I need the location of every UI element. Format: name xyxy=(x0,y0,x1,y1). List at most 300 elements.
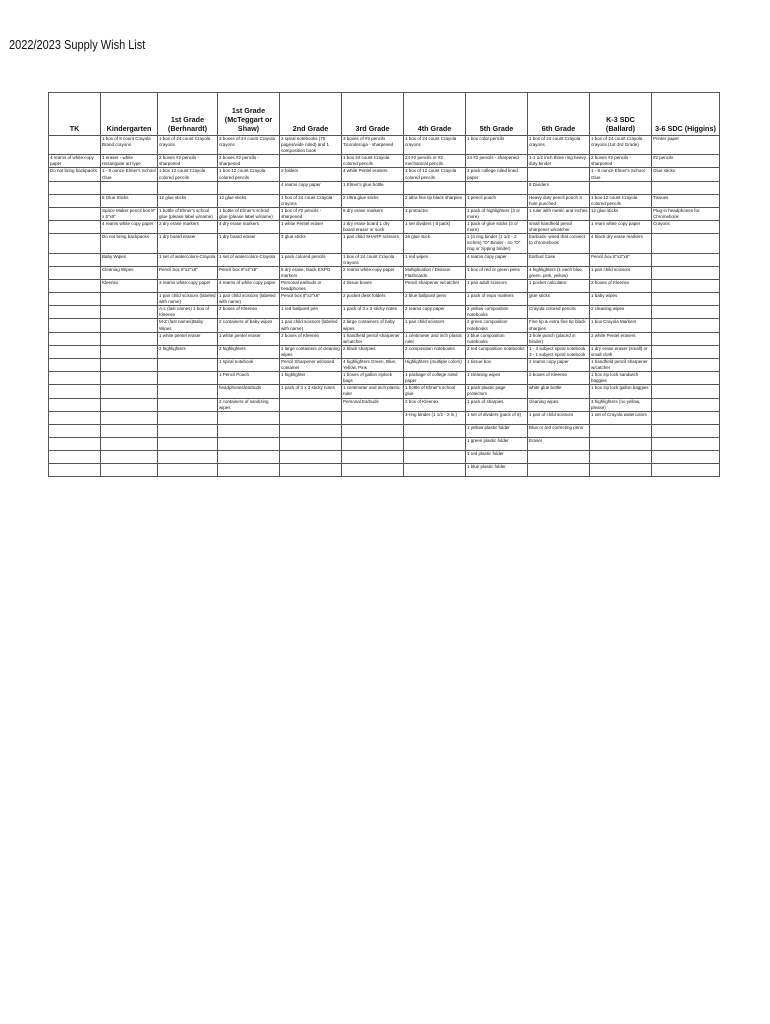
table-cell xyxy=(404,234,466,253)
cell-text: 1 box of 24 count Crayola crayons (1st-3rd Grade) xyxy=(591,136,643,148)
table-cell xyxy=(49,155,101,168)
cell-text: A-L (last names) 1 box of Kleenex xyxy=(159,306,210,318)
cell-text: Pencil Sharpener w/closed container xyxy=(281,359,335,371)
table-cell xyxy=(652,293,720,306)
table-cell xyxy=(158,221,218,234)
table-cell xyxy=(404,136,466,155)
table-row xyxy=(49,207,720,220)
table-cell xyxy=(466,207,528,220)
cell-text: 1 pair adult scissors xyxy=(467,279,507,285)
column-header: K-3 SDC (Ballard) xyxy=(590,93,652,136)
cell-text: 1 red ballpoint pen xyxy=(281,306,319,312)
table-cell xyxy=(652,266,720,279)
table-cell xyxy=(528,411,590,424)
table-cell xyxy=(158,306,218,319)
table-cell xyxy=(466,136,528,155)
cell-text: 1 pack of sharpies xyxy=(467,398,504,404)
cell-text: 2 blue ballpoint pens xyxy=(405,293,447,299)
table-cell xyxy=(342,168,404,181)
table-cell xyxy=(652,207,720,220)
cell-text: Personal earbuds or headphones xyxy=(281,279,322,291)
cell-text: Plug-in headphones for Chromebook xyxy=(653,207,700,219)
table-body xyxy=(49,136,720,477)
table-cell xyxy=(101,450,158,463)
cell-text: 2 composition notebooks xyxy=(405,345,455,351)
column-header: 3-6 SDC (Higgins) xyxy=(652,93,720,136)
table-cell xyxy=(158,437,218,450)
table-cell xyxy=(590,450,652,463)
table-cell xyxy=(101,332,158,345)
table-cell xyxy=(528,463,590,476)
table-cell xyxy=(652,155,720,168)
table-cell xyxy=(218,168,280,181)
cell-text: Do not bring backpacks xyxy=(50,168,98,174)
table-cell xyxy=(101,253,158,266)
table-cell xyxy=(466,181,528,194)
table-cell xyxy=(158,398,218,411)
table-cell xyxy=(652,385,720,398)
cell-text: 24 #2 pencils - sharpened xyxy=(467,155,519,161)
cell-text: 4 reams white copy paper xyxy=(102,221,154,227)
cell-text: 1 box of 24 count Crayola crayons xyxy=(159,136,211,148)
table-cell xyxy=(280,450,342,463)
table-cell xyxy=(218,253,280,266)
table-cell xyxy=(342,372,404,385)
table-cell xyxy=(528,306,590,319)
cell-text: 4 highlighters Green, Blue, Yellow, Pink xyxy=(343,359,397,371)
cell-text: 1 pack of highlighters (3 or more) xyxy=(467,207,521,219)
table-cell xyxy=(590,194,652,207)
table-cell xyxy=(218,332,280,345)
cell-text: 2 boxes of Kleenex xyxy=(219,306,258,312)
table-cell xyxy=(528,207,590,220)
table-row xyxy=(49,181,720,194)
cell-text: 1 red wipes xyxy=(405,253,429,259)
table-cell xyxy=(342,359,404,372)
cell-text: headphones/earbuds xyxy=(219,385,262,391)
cell-text: 1 bottle of Elmer's school glue (please label w/name) xyxy=(159,207,213,219)
table-cell xyxy=(280,194,342,207)
table-cell xyxy=(590,155,652,168)
table-cell xyxy=(652,306,720,319)
cell-text: 1 white pentel eraser xyxy=(219,332,261,338)
table-cell xyxy=(590,306,652,319)
table-cell xyxy=(466,253,528,266)
table-cell xyxy=(101,221,158,234)
cell-text: 2 highlighters xyxy=(159,345,186,351)
table-cell xyxy=(404,306,466,319)
cell-text: Printer paper xyxy=(653,136,680,141)
cell-text: 2 folders xyxy=(281,168,299,174)
cell-text: 1 pair child scissors xyxy=(591,266,631,272)
table-cell xyxy=(404,359,466,372)
table-cell xyxy=(466,319,528,332)
cell-text: 12 glue sticks xyxy=(591,207,619,213)
table-cell xyxy=(158,168,218,181)
table-cell xyxy=(101,345,158,358)
cell-text: 2 containers of baby wipes xyxy=(219,319,273,325)
cell-text: 1 Pencil Pouch xyxy=(219,372,250,378)
table-cell xyxy=(404,181,466,194)
table-cell xyxy=(528,234,590,253)
table-cell xyxy=(466,194,528,207)
table-row xyxy=(49,332,720,345)
table-cell xyxy=(466,332,528,345)
table-cell xyxy=(342,155,404,168)
table-cell xyxy=(218,207,280,220)
table-cell xyxy=(404,155,466,168)
table-cell xyxy=(342,181,404,194)
cell-text: Fine tip & extra fine tip black sharpies xyxy=(529,319,586,331)
cell-text: 1 pack plastic page protectors xyxy=(467,385,506,397)
cell-text: 2 boxes #2 pencils - sharpened xyxy=(591,155,632,167)
cell-text: 16 glue stick xyxy=(405,234,431,240)
table-row xyxy=(49,168,720,181)
cell-text: glue sticks xyxy=(529,293,551,299)
table-cell xyxy=(280,253,342,266)
table-row xyxy=(49,345,720,358)
cell-text: Pencil box 8"x2"x6" xyxy=(591,253,630,259)
table-cell xyxy=(280,155,342,168)
table-row xyxy=(49,234,720,253)
table-cell xyxy=(342,136,404,155)
table-row xyxy=(49,359,720,372)
cell-text: 1 ream white copy paper xyxy=(591,221,641,227)
table-cell xyxy=(466,221,528,234)
cell-text: 8 Glue Sticks xyxy=(102,194,129,200)
table-cell xyxy=(101,234,158,253)
table-cell xyxy=(158,424,218,437)
cell-text: 1 yellow plastic folder xyxy=(467,424,510,430)
table-cell xyxy=(218,221,280,234)
cell-text: Blue or red correcting pens xyxy=(529,424,584,430)
table-cell xyxy=(280,293,342,306)
cell-text: Eraser xyxy=(529,437,543,443)
table-cell xyxy=(158,359,218,372)
table-cell xyxy=(101,372,158,385)
table-row xyxy=(49,398,720,411)
cell-text: 1 spiral notebook xyxy=(219,359,254,364)
cell-text: Glue sticks xyxy=(653,168,676,174)
table-cell xyxy=(49,136,101,155)
cell-text: 1 handheld pencil sharpener w/catcher xyxy=(591,359,648,371)
table-cell xyxy=(49,253,101,266)
cell-text: 1-1 1/2 inch three ring heavy duty binder xyxy=(529,155,587,167)
cell-text: 1 red plastic folder xyxy=(467,450,504,456)
table-cell xyxy=(49,359,101,372)
table-cell xyxy=(528,221,590,234)
table-cell xyxy=(404,293,466,306)
table-cell xyxy=(466,450,528,463)
cell-text: Crayola colored pencils xyxy=(529,306,576,312)
cell-text: 3 reams white copy paper xyxy=(159,279,211,285)
cell-text: 2 yellow composition notebooks xyxy=(467,306,509,318)
cell-text: 1 cleaning wipes xyxy=(467,372,501,378)
table-cell xyxy=(590,424,652,437)
table-row xyxy=(49,450,720,463)
cell-text: 2 green composition notebooks xyxy=(467,319,508,331)
table-cell xyxy=(652,424,720,437)
cell-text: 3 hole punch (placed in binder) xyxy=(529,332,576,344)
cell-text: small handheld pencil sharpener w/catcher xyxy=(529,221,573,233)
table-cell xyxy=(280,359,342,372)
cell-text: Personal Earbuds xyxy=(343,398,379,404)
cell-text: Pencil sharpener w/catcher xyxy=(405,279,460,285)
cell-text: 2 boxes of Kleenex xyxy=(591,279,630,285)
table-cell xyxy=(280,168,342,181)
cell-text: #2 pencils xyxy=(653,155,674,161)
table-cell xyxy=(218,385,280,398)
cell-text: 8 dry erase, black EXPO markers xyxy=(281,266,331,278)
table-cell xyxy=(158,293,218,306)
cell-text: 2 containers of sanitizing wipes xyxy=(219,398,269,410)
table-cell xyxy=(466,306,528,319)
table-cell xyxy=(49,398,101,411)
table-cell xyxy=(342,266,404,279)
cell-text: 4 dry erase markers xyxy=(219,221,260,227)
table-cell xyxy=(158,136,218,155)
table-cell xyxy=(49,168,101,181)
table-cell xyxy=(342,319,404,332)
cell-text: 1 set of dividers (pack of 8) xyxy=(467,411,522,417)
cell-text: 1 blue plastic folder xyxy=(467,463,506,469)
table-cell xyxy=(280,424,342,437)
table-cell xyxy=(280,221,342,234)
cell-text: 2 pack college ruled lined paper xyxy=(467,168,518,180)
cell-text: 1 box color pencils xyxy=(467,136,505,141)
table-cell xyxy=(218,155,280,168)
table-row xyxy=(49,463,720,476)
table-cell xyxy=(590,253,652,266)
table-cell xyxy=(218,411,280,424)
table-cell xyxy=(652,359,720,372)
table-cell xyxy=(528,266,590,279)
cell-text: 1 box 12 count Crayola colored pencils xyxy=(219,168,266,180)
table-cell xyxy=(280,385,342,398)
table-cell xyxy=(528,155,590,168)
table-cell xyxy=(342,207,404,220)
table-cell xyxy=(101,266,158,279)
table-cell xyxy=(218,136,280,155)
table-cell xyxy=(158,450,218,463)
column-header: 4th Grade xyxy=(404,93,466,136)
table-cell xyxy=(49,234,101,253)
cell-text: white glue bottle xyxy=(529,385,562,391)
table-cell xyxy=(466,372,528,385)
cell-text: 1 handheld pencil sharpener w/catcher xyxy=(343,332,400,344)
table-cell xyxy=(218,359,280,372)
table-cell xyxy=(218,437,280,450)
cell-text: 2 blue composition notebooks xyxy=(467,332,505,344)
table-cell xyxy=(652,136,720,155)
table-cell xyxy=(158,319,218,332)
cell-text: 8 dry erase markers xyxy=(343,207,384,213)
cell-text: 1 protractor xyxy=(405,207,429,213)
table-cell xyxy=(466,424,528,437)
table-cell xyxy=(652,253,720,266)
cell-text: 1 pair child SHARP scissors xyxy=(343,234,399,240)
cell-text: 3 boxes of 24 count Crayola crayons xyxy=(219,136,276,148)
table-cell xyxy=(49,332,101,345)
table-cell xyxy=(404,266,466,279)
cell-text: 2 dry erase markers xyxy=(159,221,200,227)
table-cell xyxy=(280,306,342,319)
table-cell xyxy=(466,411,528,424)
table-cell xyxy=(342,424,404,437)
table-row xyxy=(49,136,720,155)
table-cell xyxy=(404,221,466,234)
table-cell xyxy=(101,306,158,319)
table-cell xyxy=(49,306,101,319)
cell-text: 1 eraser - white rectangular art type xyxy=(102,155,141,167)
table-cell xyxy=(280,463,342,476)
table-cell xyxy=(404,279,466,292)
cell-text: 1 dry board eraser xyxy=(159,234,196,240)
table-cell xyxy=(49,437,101,450)
table-cell xyxy=(528,253,590,266)
cell-text: 1 pair child scissors (labeled with name) xyxy=(159,293,216,305)
cell-text: 1 box 12 count Crayola colored pencils xyxy=(159,168,206,180)
table-cell xyxy=(101,385,158,398)
cell-text: 2 spiral notebooks (70 pages/wide ruled) and 1 composition book xyxy=(281,136,330,154)
table-cell xyxy=(49,345,101,358)
cell-text: 4 white Pentel erasers xyxy=(343,168,388,174)
header-row xyxy=(49,93,720,136)
table-cell xyxy=(404,207,466,220)
cell-text: 1 baby wipes xyxy=(591,293,618,299)
table-cell xyxy=(49,221,101,234)
table-cell xyxy=(218,194,280,207)
table-cell xyxy=(528,450,590,463)
table-row xyxy=(49,279,720,292)
table-cell xyxy=(49,266,101,279)
table-cell xyxy=(652,372,720,385)
table-cell xyxy=(280,266,342,279)
table-cell xyxy=(466,168,528,181)
table-cell xyxy=(466,385,528,398)
table-row xyxy=(49,411,720,424)
table-cell xyxy=(404,385,466,398)
table-cell xyxy=(652,279,720,292)
cell-text: 1 - 3 subject spiral notebook 3 - 1 subject spiral notebook xyxy=(529,345,586,357)
table-cell xyxy=(280,181,342,194)
cell-text: 2 reams white copy paper xyxy=(343,266,395,272)
table-cell xyxy=(404,194,466,207)
table-cell xyxy=(404,332,466,345)
table-cell xyxy=(218,398,280,411)
page-title: 2022/2023 Supply Wish List xyxy=(9,38,146,52)
table-cell xyxy=(158,332,218,345)
cell-text: 1 pair child scissors (labeled with name) xyxy=(219,293,276,305)
table-cell xyxy=(590,437,652,450)
cell-text: 1 box of 24 count Crayola crayons xyxy=(343,253,395,265)
column-header: 5th Grade xyxy=(466,93,528,136)
cell-text: 12 glue sticks xyxy=(219,194,247,200)
cell-text: M-Z (last names)Baby Wipes xyxy=(159,319,204,331)
table-cell xyxy=(280,234,342,253)
table-cell xyxy=(158,194,218,207)
table-cell xyxy=(101,136,158,155)
table-cell xyxy=(590,398,652,411)
cell-text: Pencil box 8"x2"x6" xyxy=(159,266,198,272)
table-cell xyxy=(101,194,158,207)
cell-text: 1 highlighter xyxy=(281,372,306,378)
table-cell xyxy=(652,463,720,476)
table-row xyxy=(49,253,720,266)
table-cell xyxy=(342,279,404,292)
table-cell xyxy=(158,345,218,358)
cell-text: 4 reams of white copy paper xyxy=(50,155,94,167)
cell-text: 2 large containers of cleaning wipes xyxy=(281,345,340,357)
table-cell xyxy=(218,450,280,463)
cell-text: Earbuds- wired that connect to chromebook xyxy=(529,234,586,246)
cell-text: 1 pair child scissors (labeled with name) xyxy=(281,319,338,331)
table-cell xyxy=(590,168,652,181)
cell-text: 2 large containers of baby wipes xyxy=(343,319,395,331)
cell-text: 1 tissue box xyxy=(467,359,492,364)
column-header: Kindergarten xyxy=(101,93,158,136)
cell-text: 1 pair of child scissors xyxy=(529,411,574,417)
cell-text: Pencil box 8"x2"x6" xyxy=(219,266,258,272)
table-cell xyxy=(590,372,652,385)
cell-text: 1 box zip lock gallon baggies xyxy=(591,385,649,391)
table-cell xyxy=(528,345,590,358)
table-cell xyxy=(466,234,528,253)
table-cell xyxy=(101,411,158,424)
cell-text: 2 ultra fine tip black sharpies xyxy=(405,194,463,200)
table-cell xyxy=(590,234,652,253)
cell-text: 1 box Crayola Markers xyxy=(591,319,637,325)
cell-text: 1 package of college ruled paper xyxy=(405,372,458,384)
table-cell xyxy=(101,181,158,194)
table-cell xyxy=(652,437,720,450)
table-cell xyxy=(280,319,342,332)
cell-text: 4 reams of white copy paper xyxy=(219,279,276,285)
cell-text: 2 boxes of Kleenex xyxy=(281,332,320,338)
table-cell xyxy=(590,332,652,345)
table-cell xyxy=(280,136,342,155)
table-cell xyxy=(342,306,404,319)
cell-text: 4 tissue boxes xyxy=(343,279,372,285)
table-cell xyxy=(590,319,652,332)
table-cell xyxy=(404,345,466,358)
table-row xyxy=(49,194,720,207)
cell-text: Baby Wipes xyxy=(102,253,127,259)
cell-text: 2 Ultra glue sticks xyxy=(343,194,379,200)
cell-text: 2 boxes #2 pencils - sharpened xyxy=(159,155,200,167)
table-cell xyxy=(218,306,280,319)
table-cell xyxy=(466,279,528,292)
cell-text: 1 set of watercolors-Crayola xyxy=(219,253,276,259)
table-cell xyxy=(49,293,101,306)
column-header: TK xyxy=(49,93,101,136)
cell-text: 1 box of #2 pencils - sharpened xyxy=(281,207,322,219)
cell-text: 1 box of red or green pens xyxy=(467,266,520,272)
table-cell xyxy=(590,207,652,220)
cell-text: Cleaning Wipes xyxy=(102,266,134,272)
table-cell xyxy=(218,279,280,292)
table-cell xyxy=(49,181,101,194)
table-cell xyxy=(466,155,528,168)
table-cell xyxy=(158,372,218,385)
cell-text: 2 pocket desk folders xyxy=(343,293,386,299)
cell-text: Space Maker pencil box 8" x 5"x5" xyxy=(102,207,156,219)
cell-text: 2 boxes of Kleenex xyxy=(529,372,568,378)
cell-text: Heavy duty pencil pouch 3 hole punched xyxy=(529,194,582,206)
table-cell xyxy=(528,136,590,155)
cell-text: 1 box of 24 count Crayola crayons xyxy=(405,136,457,148)
table-cell xyxy=(404,253,466,266)
